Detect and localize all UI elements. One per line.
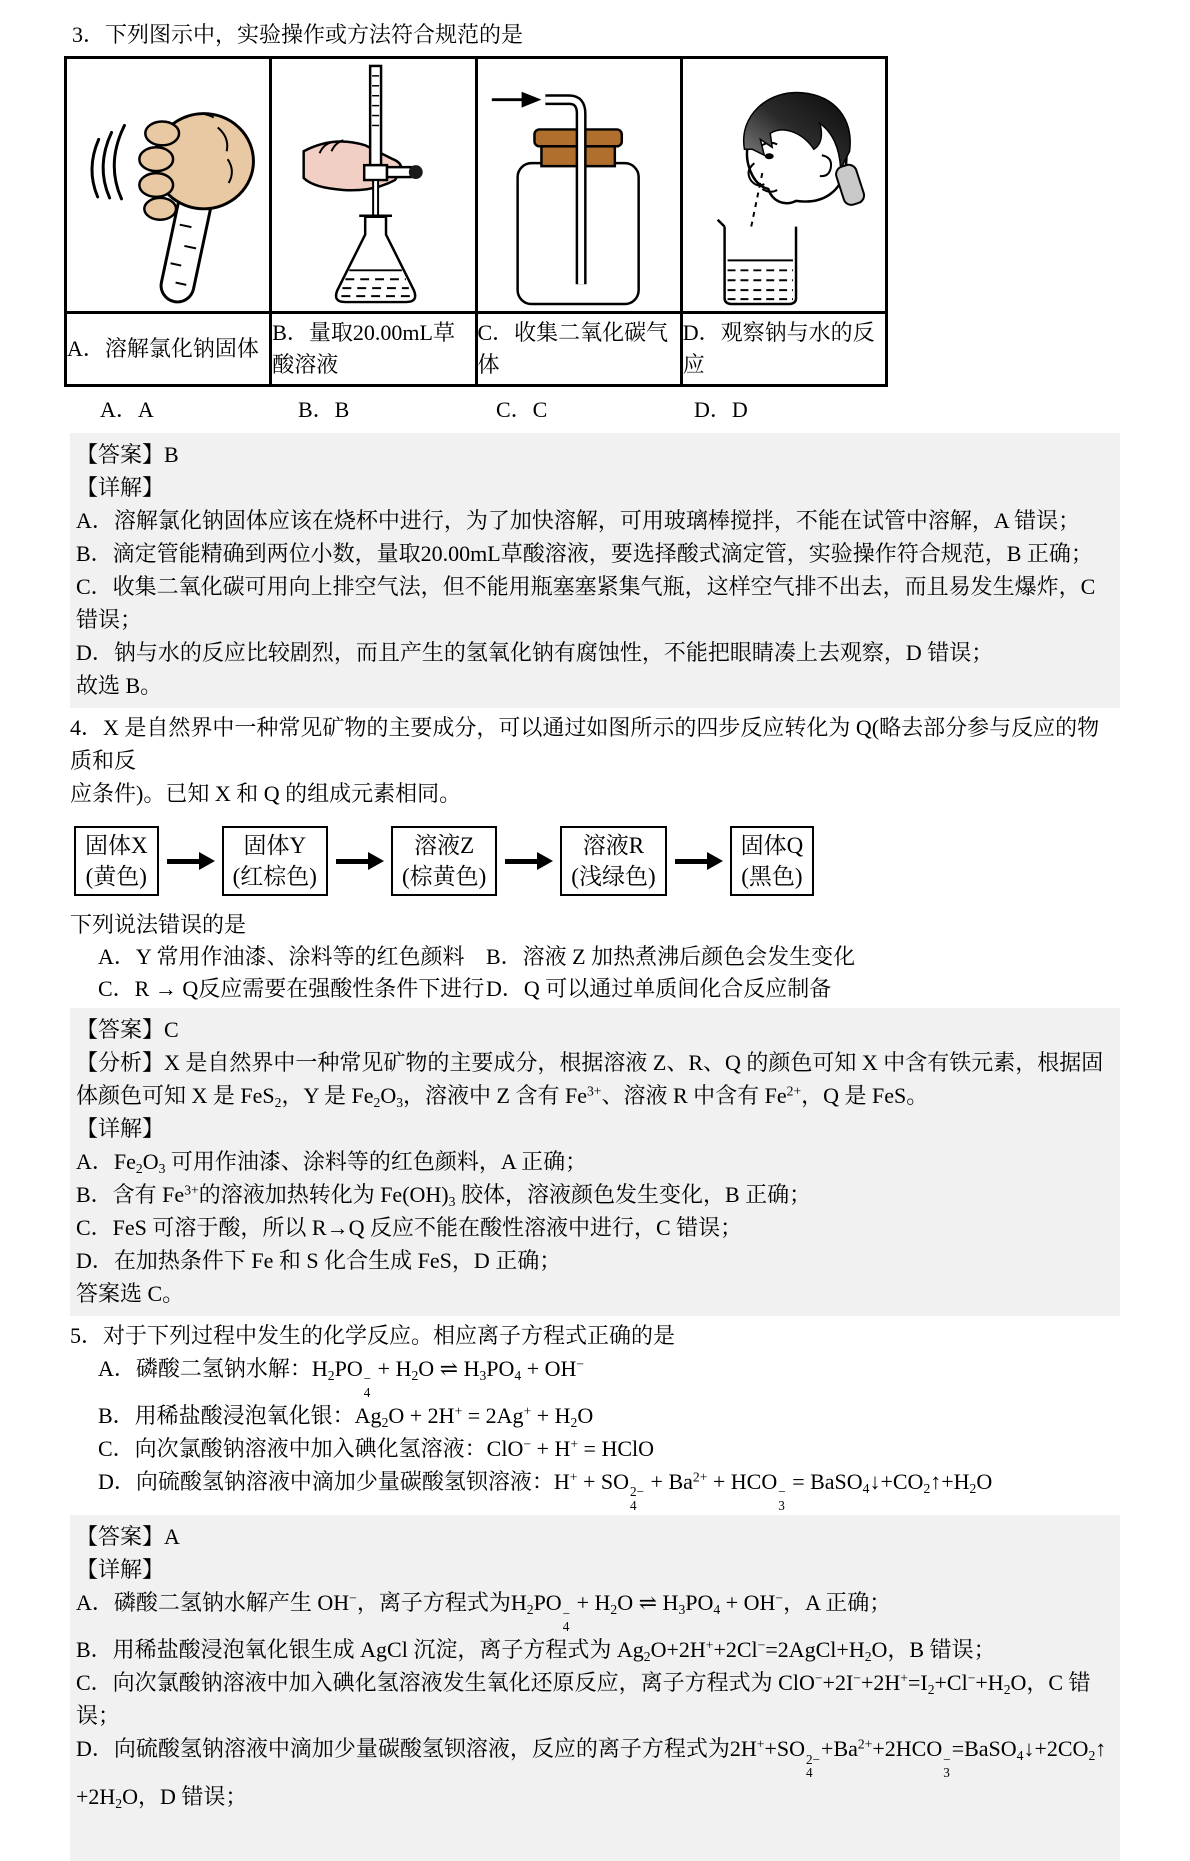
question-5 [70,1319,1120,1512]
test-tube-shaking-figure [67,60,269,310]
figure-cell-c [476,58,681,313]
option-a: A．Y 常用作油漆、涂料等的红色颜料 [98,944,465,969]
flow-box-q [730,826,815,896]
flow-box-color: (黄色) [85,864,147,889]
flow-box-z [391,826,497,896]
figure-cell-d [681,58,886,313]
explanation-line: B．含有 $Fe^{3+}$的溶液加热转化为 $Fe(OH)_3$ 胶体，溶液颜色发生变化，B 正确； [76,1182,812,1210]
explanation-line: $+2H_2O$，D 错误； [76,1783,248,1811]
question-3-figure-table [64,56,888,387]
flow-box-color: (浅绿色) [571,864,656,889]
question-4-answer-block [70,1008,1120,1316]
flow-box-color: (红棕色) [232,864,317,889]
gas-collection-bottle-figure [478,60,680,310]
answer-line: 【答案】A [76,1524,180,1550]
flow-box-name: 固体Y [243,833,307,858]
reaction-flowchart [74,826,1120,896]
option-a: A．磷酸二氢钠水解：$H_2PO$ − 4 + $H_2O$ ⇌ $H_3PO_4 + OH^-$ [98,1356,585,1400]
question-3-title: 3．下列图示中，实验操作或方法符合规范的是 [72,22,524,47]
option-c: C．向次氯酸钠溶液中加入碘化氢溶液：ClO− + H+ = HClO [98,1436,654,1462]
figure-cell-b [271,58,476,313]
explanation-line: A．溶解氯化钠固体应该在烧杯中进行，为了加快溶解，可用玻璃棒搅拌，不能在试管中溶解，A 错误； [76,508,1081,533]
answer-line: 【答案】C [76,1017,179,1042]
detail-label: 【详解】 [76,1116,165,1141]
question-3-options [70,395,1120,425]
explanation-line: C．FeS 可溶于酸，所以 R→Q 反应不能在酸性溶液中进行，C 错误； [76,1215,743,1240]
flow-box-x [74,826,159,896]
detail-label: 【详解】 [76,475,165,500]
flow-box-color: (黑色) [741,864,803,889]
figure-label-c: C．收集二氧化碳气体 [476,313,681,386]
figure-label-row [66,313,887,386]
flow-box-name: 溶液Z [414,833,475,858]
explanation-line: D．钠与水的反应比较剧烈，而且产生的氢氧化钠有腐蚀性，不能把眼睛凑上去观察，D 错误； [76,640,994,665]
flow-box-name: 固体Q [740,833,804,858]
question-4-stem: 下列说法错误的是 [70,912,247,937]
explanation-line: A．$Fe_2O_3$ 可用作油漆、涂料等的红色颜料，A 正确； [76,1149,588,1177]
figure-label-d: D．观察钠与水的反应 [681,313,886,386]
question-4-options-row2 [70,973,1120,1005]
flow-arrow-icon [675,859,708,864]
option-d: D．向硫酸氢钠溶液中滴加少量碳酸氢钡溶液：H+ + SO 2− 4 + $Ba^{2+}$ + HCO − 3 = $BaSO_4↓+CO_2↑+H_2O$ [98,1469,993,1513]
option-d: D．Q 可以通过单质间化合反应制备 [486,976,832,1001]
option-c: C．R → Q反应需要在强酸性条件下进行 [98,976,485,1001]
explanation-line: D．在加热条件下 Fe 和 S 化合生成 FeS，D 正确； [76,1248,562,1273]
option-b: B．用稀盐酸浸泡氧化银：$Ag_2O + 2H^+ = 2Ag^+ + H_2O$ [98,1403,594,1431]
explanation-line: B．滴定管能精确到两位小数，量取20.00mL草酸溶液，要选择酸式滴定管，实验操作符合规范，B 正确； [76,541,1093,566]
figure-label-a: A．溶解氯化钠固体 [66,313,271,386]
question-4 [70,711,1120,1005]
explanation-line: C．收集二氧化碳可用向上排空气法，但不能用瓶塞塞紧集气瓶，这样空气排不出去，而且易发生爆炸，C 错误； [76,574,1096,632]
flow-arrow-icon [505,859,538,864]
explanation-line: 故选 B。 [76,673,163,698]
explanation-line: A．磷酸二氢钠水解产生 OH−，离子方程式为$H_2PO$ − 4 + $H_2O$ ⇌ $H_3PO_4 + OH^-$，A 正确； [76,1590,892,1635]
flow-box-name: 溶液R [582,833,645,858]
question-4-options-row1 [70,941,1120,973]
burette-titration-figure [272,60,474,310]
question-3-answer-block [70,433,1120,708]
detail-label: 【详解】 [76,1557,165,1583]
option-b: B．B [298,397,350,422]
flow-box-name: 固体X [85,833,148,858]
question-4-intro-line1: 4．X 是自然界中一种常见矿物的主要成分，可以通过如图所示的四步反应转化为 Q(略去部分参与反应的物质和反 [70,715,1100,773]
explanation-line: C．向次氯酸钠溶液中加入碘化氢溶液发生氧化还原反应，离子方程式为 $ClO^-+2I^-+2H^+=I_2+Cl^-+H_2O$，C 错误； [76,1670,1091,1729]
option-c: C．C [496,397,548,422]
question-5-title: 5．对于下列过程中发生的化学反应。相应离子方程式正确的是 [70,1323,676,1348]
option-a: A．A [100,397,154,422]
flow-box-r [560,826,666,896]
explanation-line: B．用稀盐酸浸泡氧化银生成 AgCl 沉淀，离子方程式为 $Ag_2O+2H^++2Cl^-=2AgCl+H_2O$，B 错误； [76,1637,996,1665]
flow-arrow-icon [336,859,369,864]
figure-cell-a [66,58,271,313]
question-3 [67,18,1120,425]
option-d: D．D [694,397,748,422]
analysis-line: 【分析】X 是自然界中一种常见矿物的主要成分，根据溶液 Z、R、Q 的颜色可知 X 中含有铁元素，根据固体颜色可知 X 是 FeS$_2$，Y 是 $Fe_2O_3$，溶液中 Z 含有 $Fe^{3+}$、溶液 R 中含有 $Fe^{2+}$，Q 是 FeS。 [76,1050,1104,1111]
answer-line: 【答案】B [76,442,179,467]
figure-row [66,58,887,313]
flow-box-color: (棕黄色) [401,864,487,889]
flow-arrow-icon [167,859,200,864]
figure-label-b: B．量取20.00mL草酸溶液 [271,313,476,386]
question-4-intro-line2: 应条件)。已知 X 和 Q 的组成元素相同。 [70,781,462,806]
explanation-line: 答案选 C。 [76,1281,185,1306]
flow-box-y [222,826,328,896]
explanation-line: D．向硫酸氢钠溶液中滴加少量碳酸氢钡溶液，反应的离子方程式为2H++SO 2− 4 $+Ba^{2+}+2HCO$ − 3 $=BaSO_4↓+2CO_2↑$ [76,1736,1107,1781]
face-over-beaker-figure [683,60,885,310]
question-5-answer-block [70,1515,1120,1860]
option-b: B．溶液 Z 加热煮沸后颜色会发生变化 [486,944,856,969]
